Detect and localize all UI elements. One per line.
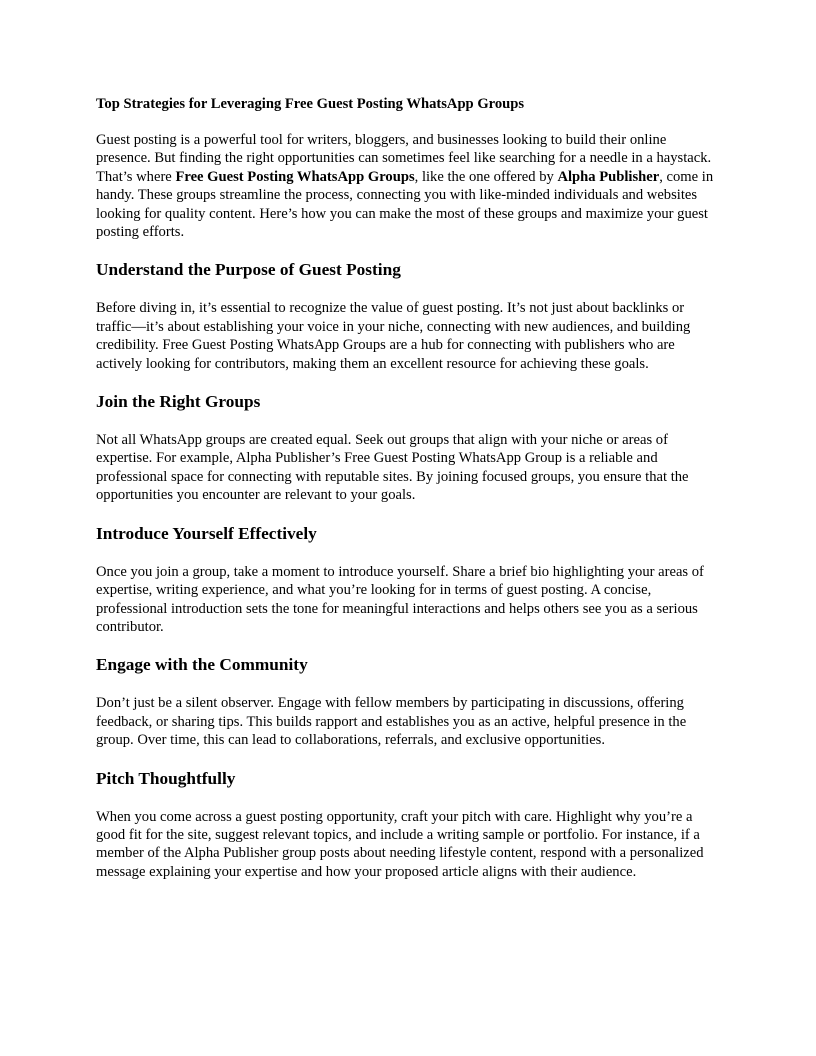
document-title: Top Strategies for Leveraging Free Guest Posting WhatsApp Groups <box>96 96 525 112</box>
section-body-join-groups: Not all WhatsApp groups are created equal. Seek out groups that align with your niche or areas of expertise. For example, Alpha Publisher’s Free Guest Posting WhatsApp Group is a reliable and professional space for connecting with reputable sites. By joining focused groups, you ensure that the opportunities you encounter are relevant to your goals. <box>96 432 689 504</box>
intro-paragraph <box>96 131 720 241</box>
intro-bold-alpha-publisher: Alpha Publisher <box>557 168 660 185</box>
intro-text-1: Guest posting is a powerful tool for writers, bloggers, and businesses looking to build their online presence. But finding the right opportunities can sometimes feel like searching for a needle in a haystack. That’s where <box>96 132 712 185</box>
section-body-introduce: Once you join a group, take a moment to introduce yourself. Share a brief bio highlighting your areas of expertise, writing experience, and what you’re looking for in terms of guest posting. A concise, professional introduction sets the tone for meaningful interactions and helps others see you as a serious contributor. <box>96 563 704 635</box>
section-heading-purpose: Understand the Purpose of Guest Posting <box>96 260 401 280</box>
section-body-engage: Don’t just be a silent observer. Engage with fellow members by participating in discussions, offering feedback, or sharing tips. This builds rapport and establishes you as an active, helpful presence in the group. Over time, this can lead to collaborations, referrals, and exclusive opportunities. <box>96 695 687 749</box>
section-heading-pitch: Pitch Thoughtfully <box>96 768 236 788</box>
section-heading-introduce: Introduce Yourself Effectively <box>96 523 317 543</box>
intro-bold-whatsapp-groups: Free Guest Posting WhatsApp Groups <box>175 168 415 185</box>
section-body-pitch: When you come across a guest posting opportunity, craft your pitch with care. Highlight why you’re a good fit for the site, suggest relevant topics, and include a writing sample or portfolio. For instance, if a member of the Alpha Publisher group posts about needing lifestyle content, respond with a personalized message explaining your expertise and how your proposed article aligns with their audience. <box>96 808 704 880</box>
intro-text-2: , like the one offered by <box>414 168 558 185</box>
section-heading-engage: Engage with the Community <box>96 655 308 675</box>
intro-text-3: , come in handy. These groups streamline the process, connecting you with like-minded individuals and websites looking for quality content. Here’s how you can make the most of these groups and maximize your guest posting efforts. <box>96 168 714 241</box>
document-content <box>96 95 720 881</box>
section-body-purpose: Before diving in, it’s essential to recognize the value of guest posting. It’s not just about backlinks or traffic—it’s about establishing your voice in your niche, connecting with new audiences, and building credibility. Free Guest Posting WhatsApp Groups are a hub for connecting with publishers who are actively looking for contributors, making them an excellent resource for achieving these goals. <box>96 300 691 372</box>
section-heading-join-groups: Join the Right Groups <box>96 392 261 412</box>
